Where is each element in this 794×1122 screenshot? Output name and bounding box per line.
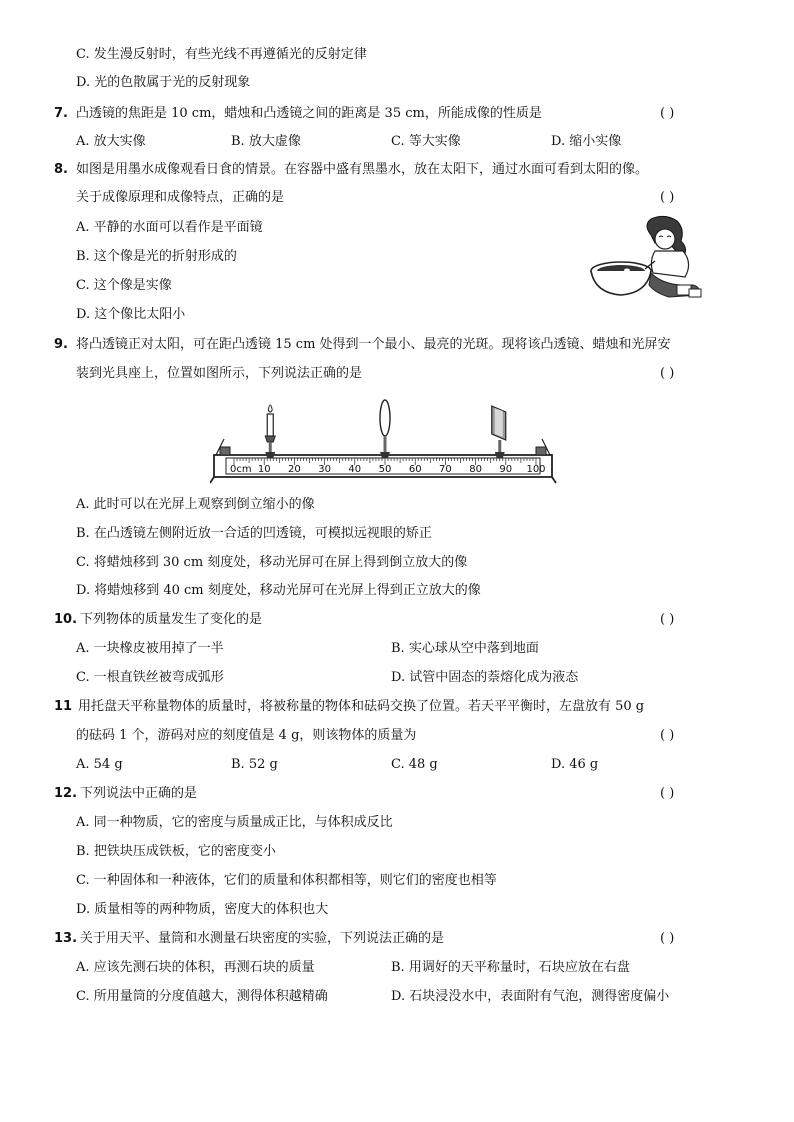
q7-stem [0,103,794,125]
ruler-label: 10 [257,464,271,475]
q13-answer-paren: ( ) [660,931,675,946]
q13-option-b: B. 用调好的天平称量时，石块应放在右盘 [391,960,630,975]
q13-option-c: C. 所用量筒的分度值越大，测得体积越精确 [76,989,328,1004]
ruler-label: 50 [378,464,392,475]
q13-number: 13. [54,931,78,946]
q11-stem-line2 [0,725,794,747]
q13-options-row2 [0,986,794,1008]
q8-option-d: D. 这个像比太阳小 [76,307,186,322]
ruler-label: 70 [439,464,452,475]
q10-options-row2 [0,667,794,689]
q12-option-b-line [0,841,794,863]
q8-answer-paren: ( ) [660,190,675,205]
q11-option-d: D. 46 g [551,757,599,772]
q7-options [0,131,794,153]
q11-option-a: A. 54 g [76,757,123,772]
light-screen [492,406,506,458]
q12-option-d-line [0,899,794,921]
optical-bench-base [210,439,556,483]
q9-number: 9. [54,337,68,352]
ruler-label: 40 [348,464,362,475]
q8-text-line2: 关于成像原理和成像特点，正确的是 [76,190,285,205]
q11-options [0,754,794,776]
q7-option-d: D. 缩小实像 [551,134,622,149]
q10-option-d: D. 试管中固态的萘熔化成为液态 [391,670,579,685]
q7-answer-paren: ( ) [660,106,675,121]
q12-stem [0,783,794,805]
q10-stem [0,609,794,631]
q6-option-c: C. 发生漫反射时，有些光线不再遵循光的反射定律 [76,47,367,62]
q10-number: 10. [54,612,78,627]
q12-option-c-line [0,870,794,892]
q13-option-a: A. 应该先测石块的体积，再测石块的质量 [76,960,315,975]
q12-option-d: D. 质量相等的两种物质，密度大的体积也大 [76,902,329,917]
q12-answer-paren: ( ) [660,786,675,801]
q10-answer-paren: ( ) [660,612,675,627]
q10-options-row1 [0,638,794,660]
q10-option-c: C. 一根直铁丝被弯成弧形 [76,670,224,685]
q9-option-a-line [0,494,794,516]
q12-option-a: A. 同一种物质，它的密度与质量成正比，与体积成反比 [76,815,393,830]
q11-number: 11 [54,699,73,714]
q11-answer-paren: ( ) [660,728,675,743]
q12-option-b: B. 把铁块压成铁板，它的密度变小 [76,844,276,859]
q8-stem-line2 [0,187,794,209]
ruler-unit-label: 0cm [230,464,252,475]
ruler-label: 60 [408,464,422,475]
ruler-label: 100 [526,464,546,475]
candle [265,405,275,458]
q9-option-a: A. 此时可以在光屏上观察到倒立缩小的像 [76,497,315,512]
q10-option-b: B. 实心球从空中落到地面 [391,641,539,656]
q8-option-a: A. 平静的水面可以看作是平面镜 [76,220,263,235]
q11-option-c: C. 48 g [391,757,438,772]
q7-option-b: B. 放大虚像 [231,134,301,149]
q6-option-d: D. 光的色散属于光的反射现象 [76,75,251,90]
q9-text-line2: 装到光具座上，位置如图所示，下列说法正确的是 [76,366,363,381]
bench-left-stop [220,447,230,455]
q8-option-d-line [0,304,794,326]
q9-text-line1: 将凸透镜正对太阳，可在距凸透镜 15 cm 处得到一个最小、最亮的光斑。现将该凸透镜、蜡烛和光屏安 [76,337,671,352]
q12-number: 12. [54,786,78,801]
q9-stem-line1 [0,334,794,356]
q6-option-c-line [0,44,794,66]
q10-text: 下列物体的质量发生了变化的是 [80,612,263,627]
q9-option-d-line [0,580,794,602]
q11-option-b: B. 52 g [231,757,278,772]
ruler-label: 20 [288,464,301,475]
q8-text-line1: 如图是用墨水成像观看日食的情景。在容器中盛有黑墨水，放在太阳下，通过水面可看到太阳的像。 [76,162,649,177]
q9-option-b: B. 在凸透镜左侧附近放一合适的凹透镜，可模拟远视眼的矫正 [76,526,432,541]
q8-number: 8. [54,162,68,177]
q11-stem-line1 [0,696,794,718]
q12-option-a-line [0,812,794,834]
optical-bench-figure [210,395,560,485]
q12-option-c: C. 一种固体和一种液体，它们的质量和体积都相等，则它们的密度也相等 [76,873,497,888]
ink-basin-eclipse-illustration [585,215,710,305]
ruler-label: 30 [318,464,331,475]
q10-option-a: A. 一块橡皮被用掉了一半 [76,641,224,656]
q9-option-c-line [0,552,794,574]
q9-stem-line2 [0,363,794,385]
ruler-label: 90 [499,464,513,475]
q13-stem [0,928,794,950]
q13-options-row1 [0,957,794,979]
q9-option-b-line [0,523,794,545]
q8-stem-line1 [0,159,794,181]
convex-lens [380,400,390,458]
ruler-label: 80 [469,464,482,475]
q13-option-d: D. 石块浸没水中，表面附有气泡，测得密度偏小 [391,989,670,1004]
q7-number: 7. [54,106,68,121]
q7-option-a: A. 放大实像 [76,134,146,149]
q13-text: 关于用天平、量筒和水测量石块密度的实验，下列说法正确的是 [80,931,445,946]
q7-text: 凸透镜的焦距是 10 cm，蜡烛和凸透镜之间的距离是 35 cm，所能成像的性质是 [76,106,542,121]
q8-option-b: B. 这个像是光的折射形成的 [76,249,237,264]
q7-option-c: C. 等大实像 [391,134,461,149]
q9-option-c: C. 将蜡烛移到 30 cm 刻度处，移动光屏可在屏上得到倒立放大的像 [76,555,468,570]
q8-option-c: C. 这个像是实像 [76,278,172,293]
bench-right-stop [536,447,546,455]
q12-text: 下列说法中正确的是 [80,786,198,801]
q9-option-d: D. 将蜡烛移到 40 cm 刻度处，移动光屏可在光屏上得到正立放大的像 [76,583,481,598]
q6-option-d-line [0,72,794,94]
q11-text-line2: 的砝码 1 个，游码对应的刻度值是 4 g，则该物体的质量为 [76,728,417,743]
q11-text-line1: 用托盘天平称量物体的质量时，将被称量的物体和砝码交换了位置。若天平平衡时，左盘放有 50 g [78,699,645,714]
q9-answer-paren: ( ) [660,366,675,381]
